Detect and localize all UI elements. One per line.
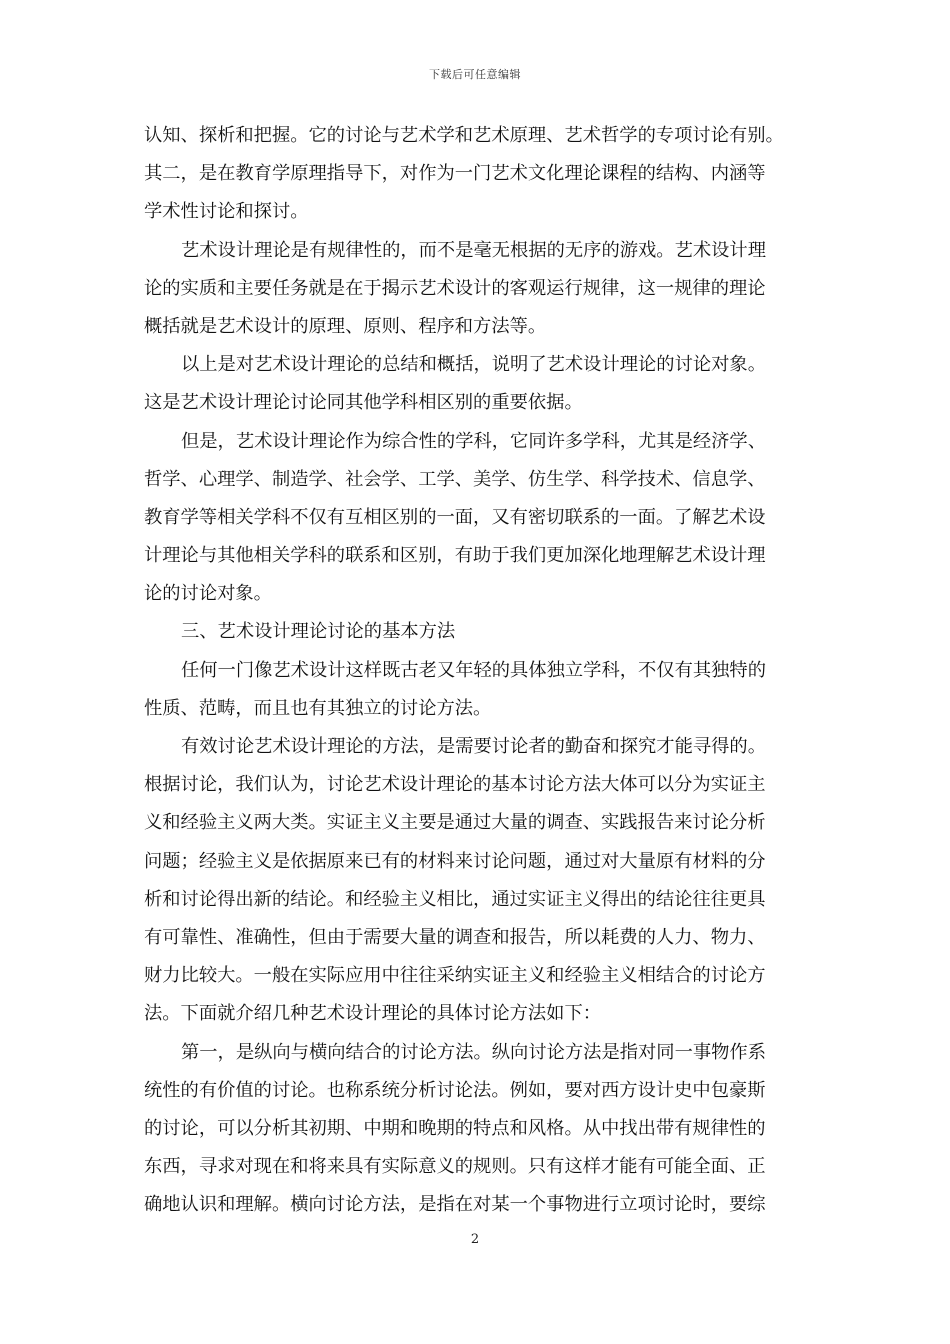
text-line: 教育学等相关学科不仅有互相区别的一面，又有密切联系的一面。了解艺术设	[144, 506, 766, 528]
text-line: 统性的有价值的讨论。也称系统分析讨论法。例如，要对西方设计史中包豪斯	[144, 1079, 766, 1101]
text-line: 学术性讨论和探讨。	[144, 201, 309, 223]
page-header: 下载后可任意编辑	[429, 68, 521, 81]
text-line: 确地认识和理解。横向讨论方法，是指在对某一个事物进行立项讨论时，要综	[144, 1194, 766, 1216]
paragraph-first-line: 以上是对艺术设计理论的总结和概括，说明了艺术设计理论的讨论对象。	[181, 354, 766, 376]
text-line: 财力比较大。一般在实际应用中往往采纳实证主义和经验主义相结合的讨论方	[144, 965, 766, 987]
paragraph-first-line: 三、艺术设计理论讨论的基本方法	[181, 621, 456, 643]
text-line: 析和讨论得出新的结论。和经验主义相比，通过实证主义得出的结论往往更具	[144, 888, 766, 910]
text-line: 其二，是在教育学原理指导下，对作为一门艺术文化理论课程的结构、内涵等	[144, 163, 766, 185]
text-line: 性质、范畴，而且也有其独立的讨论方法。	[144, 697, 492, 719]
text-line: 认知、探析和把握。它的讨论与艺术学和艺术原理、艺术哲学的专项讨论有别。	[144, 125, 784, 146]
text-line: 义和经验主义两大类。实证主义主要是通过大量的调查、实践报告来讨论分析	[144, 812, 766, 834]
text-line: 概括就是艺术设计的原理、原则、程序和方法等。	[144, 315, 547, 337]
text-line: 计理论与其他相关学科的联系和区别，有助于我们更加深化地理解艺术设计理	[144, 545, 766, 567]
paragraph-first-line: 任何一门像艺术设计这样既古老又年轻的具体独立学科，不仅有其独特的	[181, 659, 766, 681]
paragraph-first-line: 有效讨论艺术设计理论的方法，是需要讨论者的勤奋和探究才能寻得的。	[181, 736, 766, 757]
text-line: 论的讨论对象。	[144, 583, 272, 605]
text-line: 问题；经验主义是依据原来已有的材料来讨论问题，通过对大量原有材料的分	[144, 850, 766, 872]
paragraph-first-line: 艺术设计理论是有规律性的，而不是毫无根据的无序的游戏。艺术设计理	[181, 239, 766, 261]
text-line: 法。下面就介绍几种艺术设计理论的具体讨论方法如下：	[144, 1003, 602, 1025]
text-line: 哲学、心理学、制造学、社会学、工学、美学、仿生学、科学技术、信息学、	[144, 468, 766, 490]
text-line: 东西，寻求对现在和将来具有实际意义的规则。只有这样才能有可能全面、正	[144, 1156, 766, 1178]
text-line: 这是艺术设计理论讨论同其他学科相区别的重要依据。	[144, 392, 583, 414]
text-line: 论的实质和主要任务就是在于揭示艺术设计的客观运行规律，这一规律的理论	[144, 277, 766, 299]
text-line: 的讨论，可以分析其初期、中期和晚期的特点和风格。从中找出带有规律性的	[144, 1117, 766, 1139]
page-number: 2	[470, 1232, 480, 1247]
document-body	[144, 117, 808, 1224]
text-line: 有可靠性、准确性，但由于需要大量的调查和报告，所以耗费的人力、物力、	[144, 926, 766, 948]
paragraph-first-line: 但是，艺术设计理论作为综合性的学科，它同许多学科，尤其是经济学、	[181, 430, 766, 452]
text-line: 根据讨论，我们认为，讨论艺术设计理论的基本讨论方法大体可以分为实证主	[144, 774, 766, 796]
paragraph-first-line: 第一，是纵向与横向结合的讨论方法。纵向讨论方法是指对同一事物作系	[181, 1041, 766, 1063]
